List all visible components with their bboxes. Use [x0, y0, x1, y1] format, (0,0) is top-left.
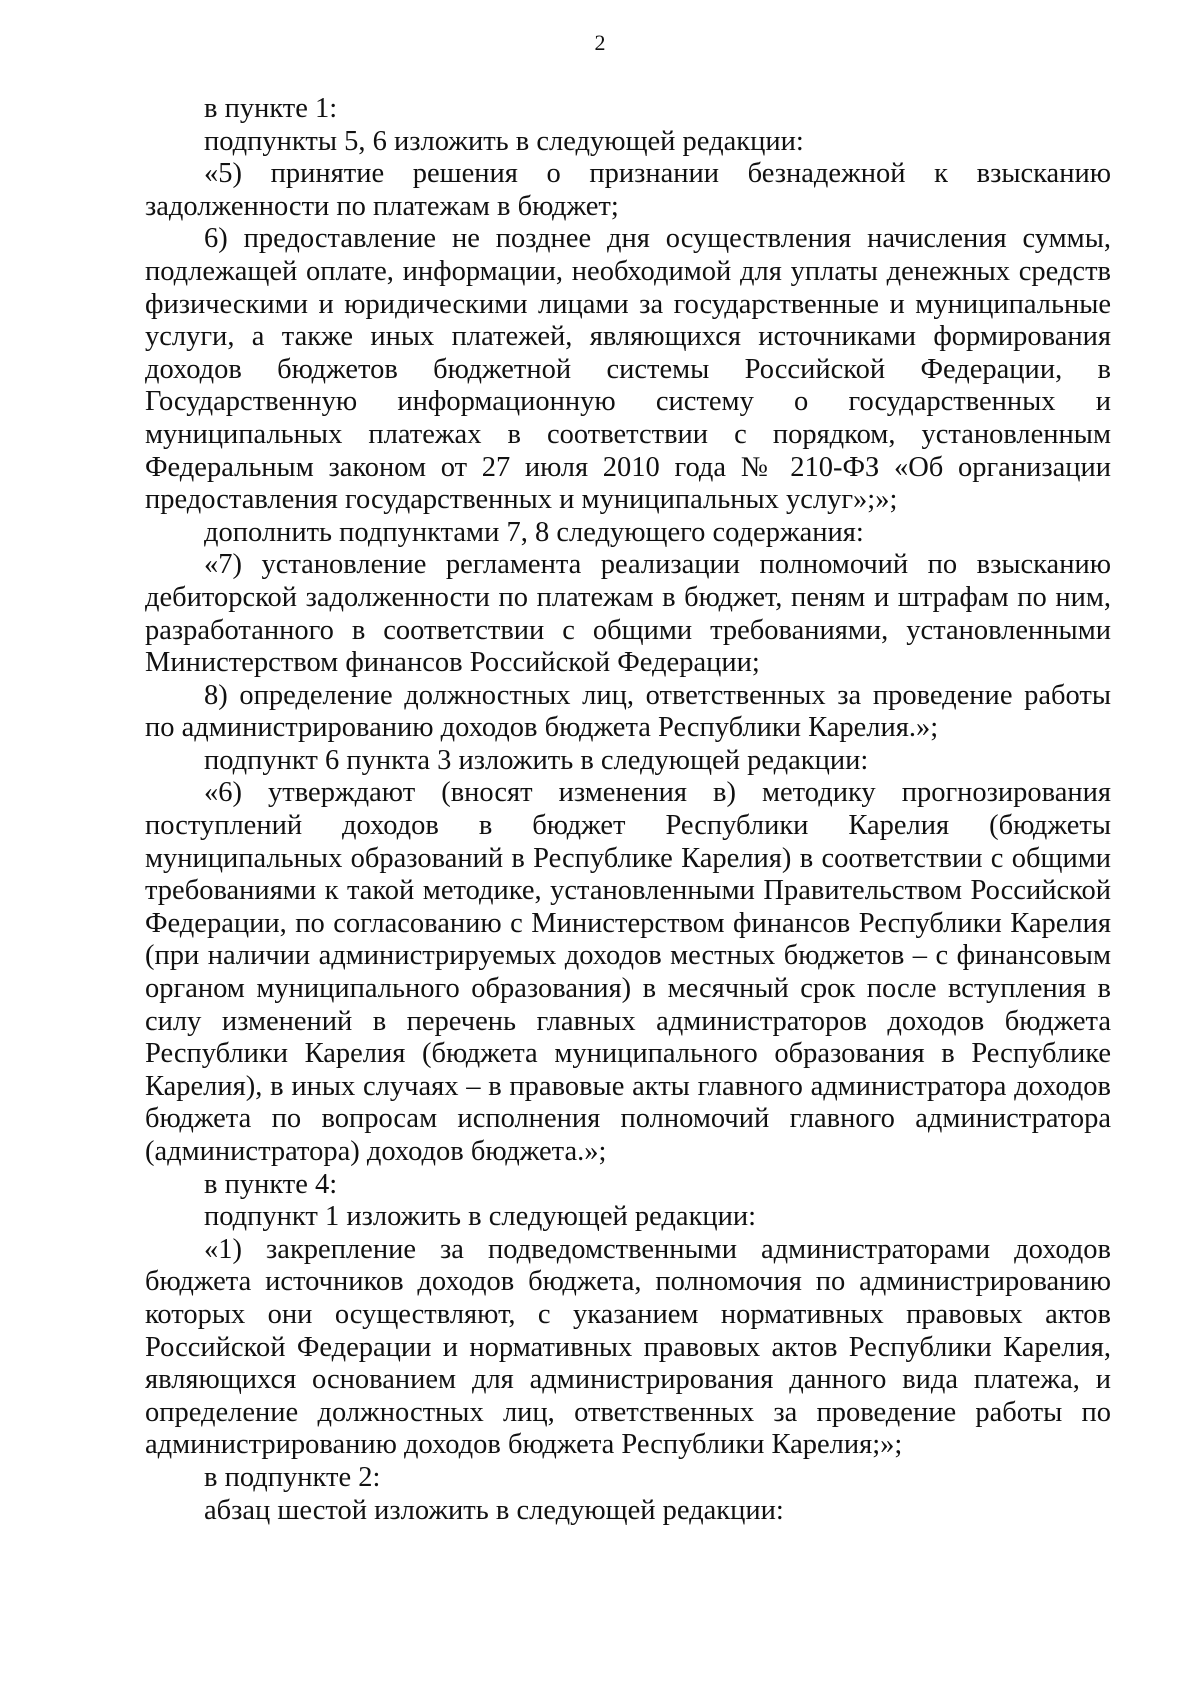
document-body	[145, 93, 1111, 1527]
page-number: 2	[594, 30, 606, 55]
paragraph: в пункте 1:	[204, 93, 338, 124]
paragraph: дополнить подпунктами 7, 8 следующего содержания:	[204, 516, 864, 548]
paragraph: подпункт 1 изложить в следующей редакции:	[204, 1201, 757, 1233]
paragraph: подпункт 6 пункта 3 изложить в следующей редакции:	[204, 744, 869, 776]
paragraph: в подпункте 2:	[204, 1461, 381, 1493]
paragraph: «7) установление регламента реализации полномочий по взысканию дебиторской задолженности по платежам в бюджет, пеням и штрафам по ним, разработанного в соответствии с общими требованиями, установленными Министерством финансов Российской Федерации;	[145, 549, 1111, 679]
paragraph: абзац шестой изложить в следующей редакции:	[204, 1494, 784, 1526]
paragraph: 8) определение должностных лиц, ответственных за проведение работы по администрированию доходов бюджета Республики Карелия.»;	[145, 679, 1111, 744]
paragraph: в пункте 4:	[204, 1168, 338, 1200]
paragraph: «5) принятие решения о признании безнадежной к взысканию задолженности по платежам в бюджет;	[145, 158, 1111, 222]
paragraph: подпункты 5, 6 изложить в следующей редакции:	[204, 125, 804, 157]
paragraph: 6) предоставление не позднее дня осуществления начисления суммы, подлежащей оплате, информации, необходимой для уплаты денежных средств физическими и юридическими лицами за государственные и муниципальные услуги, а также иных платежей, являющихся источниками формирования доходов бюджетов бюджетной системы Российской Федерации, в Государственную информационную систему о государственных и муниципальных платежах в соответствии с порядком, установленным Федеральным законом от 27 июля 2010 года № 210-ФЗ «Об организации предоставления государственных и муниципальных услуг»;»;	[145, 223, 1111, 516]
paragraph: «6) утверждают (вносят изменения в) методику прогнозирования поступлений доходов в бюджет Республики Карелия (бюджеты муниципальных образований в Республике Карелия) в соответствии с общими требованиями к такой методике, установленными Правительством Российской Федерации, по согласованию с Министерством финансов Республики Карелия (при наличии администрируемых доходов местных бюджетов – с финансовым органом муниципального образования) в месячный срок после вступления в силу изменений в перечень главных администраторов доходов бюджета Республики Карелия (бюджета муниципального образования в Республике Карелия), в иных случаях – в правовые акты главного администратора доходов бюджета по вопросам исполнения полномочий главного администратора (администратора) доходов бюджета.»;	[145, 777, 1111, 1167]
paragraph: «1) закрепление за подведомственными администраторами доходов бюджета источников доходов бюджета, полномочия по администрированию которых они осуществляют, с указанием нормативных правовых актов Российской Федерации и нормативных правовых актов Республики Карелия, являющихся основанием для администрирования данного вида платежа, и определение должностных лиц, ответственных за проведение работы по администрированию доходов бюджета Республики Карелия;»;	[145, 1233, 1111, 1461]
